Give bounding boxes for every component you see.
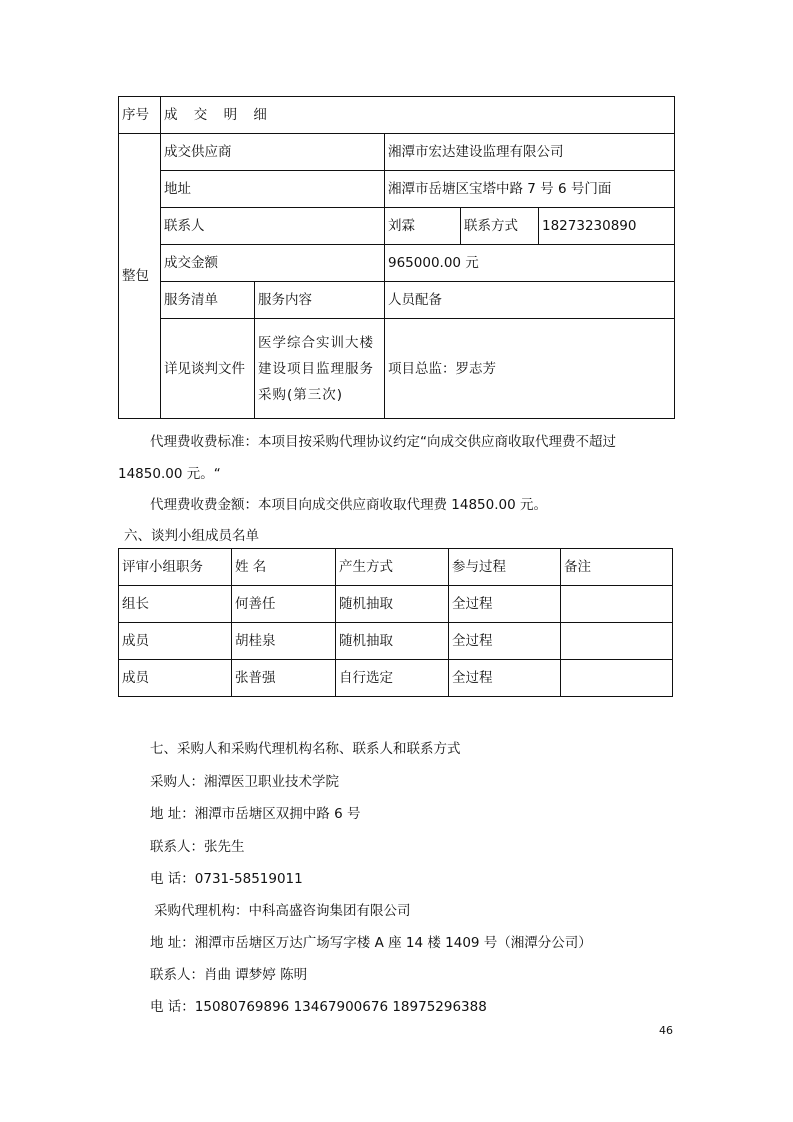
supplier-value: 湘潭市宏达建设监理有限公司	[385, 134, 675, 171]
fee-standard-line2: 14850.00 元。“	[118, 466, 221, 482]
agency-address: 地 址：湘潭市岳塘区万达广场写字楼 A 座 14 楼 1409 号（湘潭分公司）	[150, 935, 592, 951]
supplier-label: 成交供应商	[161, 134, 385, 171]
agency-name: 采购代理机构：中科高盛咨询集团有限公司	[154, 903, 411, 919]
service-list-label: 服务清单	[161, 282, 255, 319]
page-number: 46	[659, 1024, 673, 1037]
table-row	[119, 171, 675, 208]
member-name: 何善任	[232, 586, 336, 623]
panel-heading: 六、谈判小组成员名单	[124, 528, 259, 544]
table-header-row	[119, 549, 673, 586]
table-row	[119, 319, 675, 419]
address-value: 湘潭市岳塘区宝塔中路 7 号 6 号门面	[385, 171, 675, 208]
header-notes: 备注	[561, 549, 673, 586]
doc-reference: 详见谈判文件	[161, 319, 255, 419]
header-method: 产生方式	[336, 549, 449, 586]
staffing-label: 人员配备	[385, 282, 675, 319]
member-process: 全过程	[449, 660, 561, 697]
member-method: 随机抽取	[336, 623, 449, 660]
member-role: 成员	[119, 623, 232, 660]
contact-method-value: 18273230890	[539, 208, 675, 245]
member-name: 胡桂泉	[232, 623, 336, 660]
purchaser-name: 采购人：湘潭医卫职业技术学院	[150, 774, 339, 790]
table-row	[119, 660, 673, 697]
contact-method-label: 联系方式	[461, 208, 539, 245]
purchaser-address: 地 址：湘潭市岳塘区双拥中路 6 号	[150, 806, 361, 822]
member-method: 自行选定	[336, 660, 449, 697]
purchaser-phone: 电 话：0731-58519011	[150, 871, 303, 887]
member-notes	[561, 586, 673, 623]
header-role: 评审小组职务	[119, 549, 232, 586]
address-label: 地址	[161, 171, 385, 208]
staffing-value: 项目总监：罗志芳	[385, 319, 675, 419]
table-row	[119, 586, 673, 623]
service-content-value: 医学综合实训大楼建设项目监理服务采购(第三次)	[255, 319, 385, 419]
contact-label: 联系人	[161, 208, 385, 245]
member-method: 随机抽取	[336, 586, 449, 623]
deal-details-table	[118, 96, 675, 419]
table-row	[119, 245, 675, 282]
contact-value: 刘霖	[385, 208, 461, 245]
package-cell: 整包	[119, 134, 161, 419]
table-row	[119, 623, 673, 660]
member-role: 成员	[119, 660, 232, 697]
amount-value: 965000.00 元	[385, 245, 675, 282]
table-row	[119, 282, 675, 319]
amount-label: 成交金额	[161, 245, 385, 282]
member-notes	[561, 623, 673, 660]
fee-standard-line1: 代理费收费标准：本项目按采购代理协议约定“向成交供应商收取代理费不超过	[150, 434, 616, 450]
table-row	[119, 134, 675, 171]
member-process: 全过程	[449, 586, 561, 623]
member-notes	[561, 660, 673, 697]
header-name: 姓 名	[232, 549, 336, 586]
agency-phone: 电 话：15080769896 13467900676 18975296388	[150, 999, 487, 1015]
member-role: 组长	[119, 586, 232, 623]
panel-members-table	[118, 548, 673, 697]
table-row	[119, 208, 675, 245]
purchaser-contact: 联系人：张先生	[150, 839, 245, 855]
contacts-heading: 七、采购人和采购代理机构名称、联系人和联系方式	[150, 741, 461, 757]
table-row	[119, 97, 675, 134]
seq-header: 序号	[119, 97, 161, 134]
service-content-label: 服务内容	[255, 282, 385, 319]
member-process: 全过程	[449, 623, 561, 660]
member-name: 张普强	[232, 660, 336, 697]
details-header: 成 交 明 细	[161, 97, 675, 134]
header-process: 参与过程	[449, 549, 561, 586]
agency-contact: 联系人：肖曲 谭梦婷 陈明	[150, 967, 308, 983]
fee-amount: 代理费收费金额：本项目向成交供应商收取代理费 14850.00 元。	[150, 497, 547, 513]
